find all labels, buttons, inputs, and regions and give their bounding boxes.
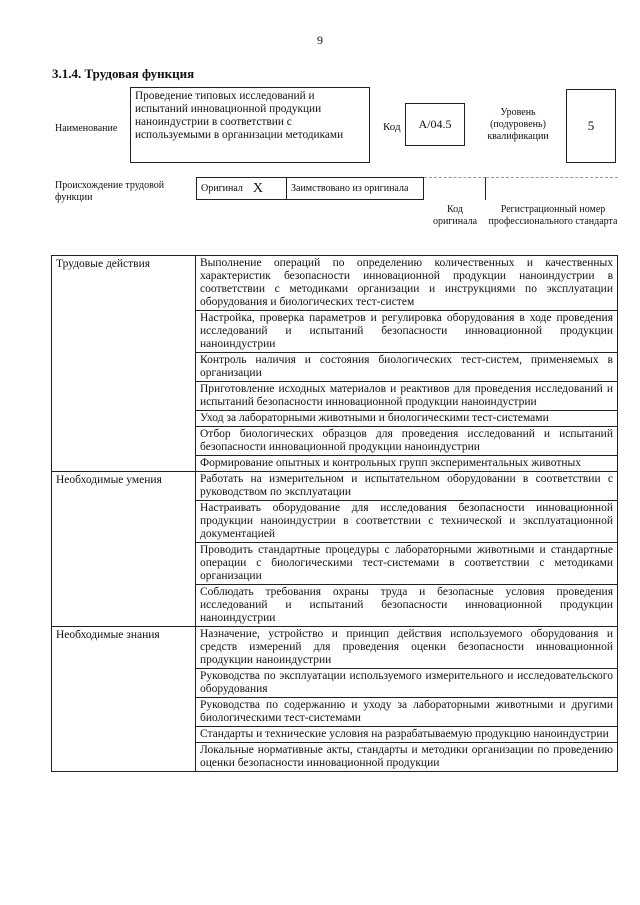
code-original-label: Код оригинала [432,204,478,227]
original-label: Оригинал [201,183,243,194]
borrowed-label: Заимствовано из оригинала [291,183,409,194]
skill-item: Проводить стандартные процедуры с лабораторными животными и стандартные операции с биологическими тест-системами в соответствии с методиками организации [196,543,618,585]
skill-item: Настраивать оборудование для исследования безопасности инновационной продукции наноиндустрии в соответствии с технической и эксплуатационной документацией [196,501,618,543]
section-heading: 3.1.4. Трудовая функция [52,66,195,81]
level-label: Уровень (подуровень) квалификации [487,107,549,142]
table-row [52,472,618,501]
level-value: 5 [587,118,595,133]
function-details-table [51,255,618,772]
reg-number-box [486,177,618,200]
knowledge-item: Стандарты и технические условия на разрабатываемую продукцию наноиндустрии [196,727,618,743]
code-label: Код [383,121,401,133]
knowledge-item: Локальные нормативные акты, стандарты и методики организации по проведению оценки безопасности инновационной продукции [196,743,618,772]
knowledge-item: Руководства по содержанию и уходу за лабораторными животными и другими биологическими тест-системами [196,698,618,727]
code-box [405,103,465,146]
function-name-value: Проведение типовых исследований и испытаний инновационной продукции наноиндустрии в соответствии с используемыми в организации методиками [135,90,344,141]
knowledge-item: Назначение, устройство и принцип действия используемого оборудования и средств измерений для проведения оценки безопасности инновационной продукции наноиндустрии [196,627,618,669]
original-cell [197,178,287,199]
level-box [566,89,616,163]
function-name-box [130,87,370,163]
original-mark: X [252,180,264,196]
table-row [52,627,618,669]
origin-label: Происхождение трудовой функции [55,180,165,203]
reg-number-label: Регистрационный номер профессионального стандарта [488,204,618,227]
knowledge-label: Необходимые знания [52,627,196,772]
borrowed-cell [287,178,408,199]
table-row [52,256,618,311]
origin-box [196,177,424,200]
code-value: А/04.5 [418,117,452,131]
code-original-box [424,177,486,200]
labor-action-item: Формирование опытных и контрольных групп экспериментальных животных [196,456,618,472]
page-number: 9 [317,33,323,47]
labor-action-item: Приготовление исходных материалов и реактивов для проведения исследований и испытаний безопасности инновационной продукции наноиндустрии [196,382,618,411]
labor-action-item: Контроль наличия и состояния биологических тест-систем, применяемых в организации [196,353,618,382]
labor-action-item: Выполнение операций по определению количественных и качественных характеристик безопасности инновационной продукции наноиндустрии в соответствии с методиками организации и инструкциями по эксплуатации оборудования и биологических тест-систем [196,256,618,311]
labor-action-item: Отбор биологических образцов для проведения исследований и испытаний безопасности инновационной продукции наноиндустрии [196,427,618,456]
skill-item: Соблюдать требования охраны труда и безопасные условия проведения исследований и испытаний безопасности инновационной продукции наноиндустрии [196,585,618,627]
labor-action-item: Настройка, проверка параметров и регулировка оборудования в ходе проведения исследований и испытаний безопасности инновационной продукции наноиндустрии [196,311,618,353]
skills-label: Необходимые умения [52,472,196,627]
skill-item: Работать на измерительном и испытательном оборудовании в соответствии с руководством по эксплуатации [196,472,618,501]
name-label: Наименование [55,123,118,134]
labor-action-item: Уход за лабораторными животными и биологическими тест-системами [196,411,618,427]
labor-actions-label: Трудовые действия [52,256,196,472]
knowledge-item: Руководства по эксплуатации используемого измерительного и исследовательского оборудования [196,669,618,698]
